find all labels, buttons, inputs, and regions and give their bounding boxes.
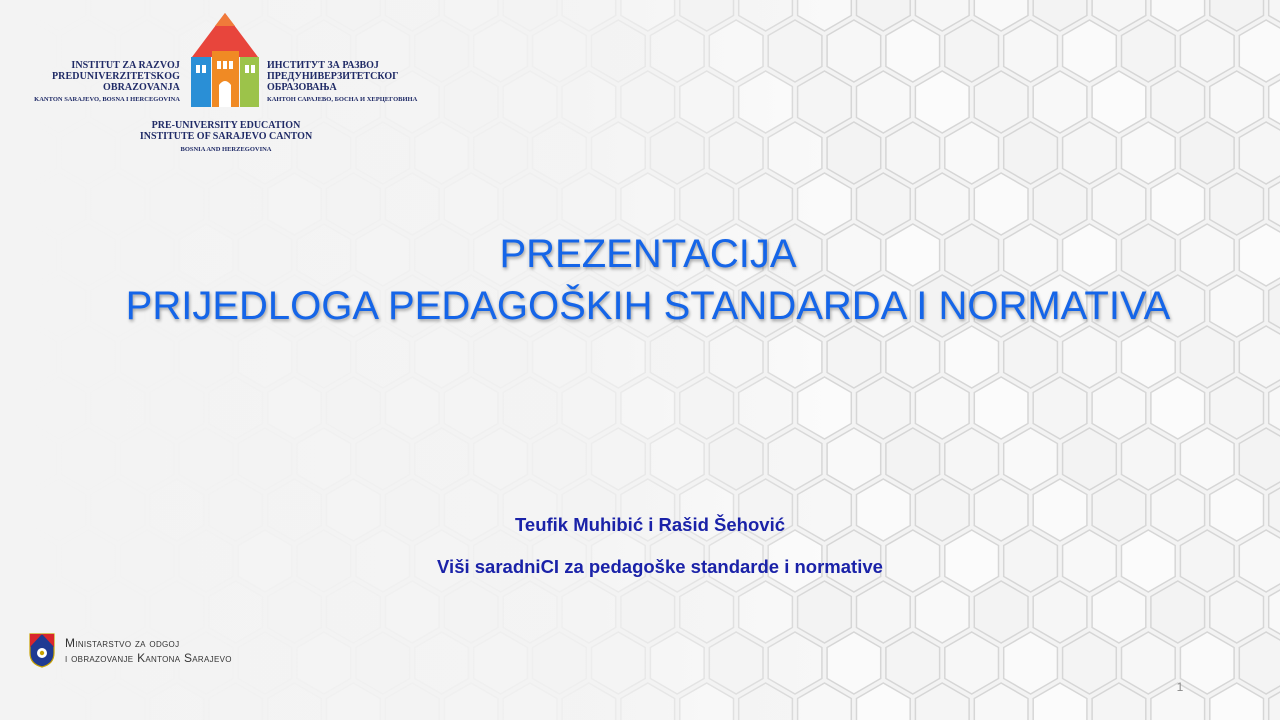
- logo-english-line-2: INSTITUTE OF SARAJEVO CANTON: [139, 131, 313, 142]
- logo-cyrillic-subtitle: КАНТОН САРАЈЕВО, БОСНА И ХЕРЦЕГОВИНА: [267, 96, 418, 103]
- page-number: 1: [1176, 680, 1184, 694]
- logo-latin-subtitle: KANTON SARAJEVO, BOSNA I HERCEGOVINA: [34, 96, 180, 103]
- logo-latin-line-3: OBRAZOVANJA: [102, 82, 180, 93]
- logo-english-subtitle: BOSNIA AND HERZEGOVINA: [180, 146, 272, 153]
- logo-latin-line-1: INSTITUT ZA RAZVOJ: [71, 60, 180, 71]
- logo-text-cyrillic: [267, 60, 447, 105]
- logo-text-latin: [20, 60, 180, 105]
- institute-logo-icon: [188, 13, 262, 109]
- logo-latin-line-2: PREDUNIVERZITETSKOG: [51, 71, 180, 82]
- slide-title-line-1: PREZENTACIJA: [499, 232, 797, 276]
- ministry-crest-icon: [29, 633, 55, 668]
- authors-text: Teufik Muhibić i Rašid Šehović: [514, 514, 785, 535]
- ministry-name-line-2: i obrazovanje Kantona Sarajevo: [65, 651, 232, 665]
- slide-title-line-2: PRIJEDLOGA PEDAGOŠKIH STANDARDA I NORMATIVA: [125, 284, 1171, 328]
- authors-role-text: Viši saradniCI za pedagoške standarde i normative: [437, 556, 883, 577]
- ministry-name-line-1: Ministarstvo za odgoj: [65, 636, 180, 650]
- logo-cyrillic-line-2: ПРЕДУНИВЕРЗИТЕТСКОГ: [267, 71, 399, 82]
- logo-english-line-1: PRE-UNIVERSITY EDUCATION: [151, 120, 301, 131]
- logo-text-english: [110, 120, 342, 155]
- logo-cyrillic-line-1: ИНСТИТУТ ЗА РАЗВОЈ: [267, 60, 379, 71]
- ministry-name: [65, 636, 232, 666]
- logo-cyrillic-line-3: ОБРАЗОВАЊА: [267, 82, 337, 93]
- slide-title: [0, 228, 1280, 332]
